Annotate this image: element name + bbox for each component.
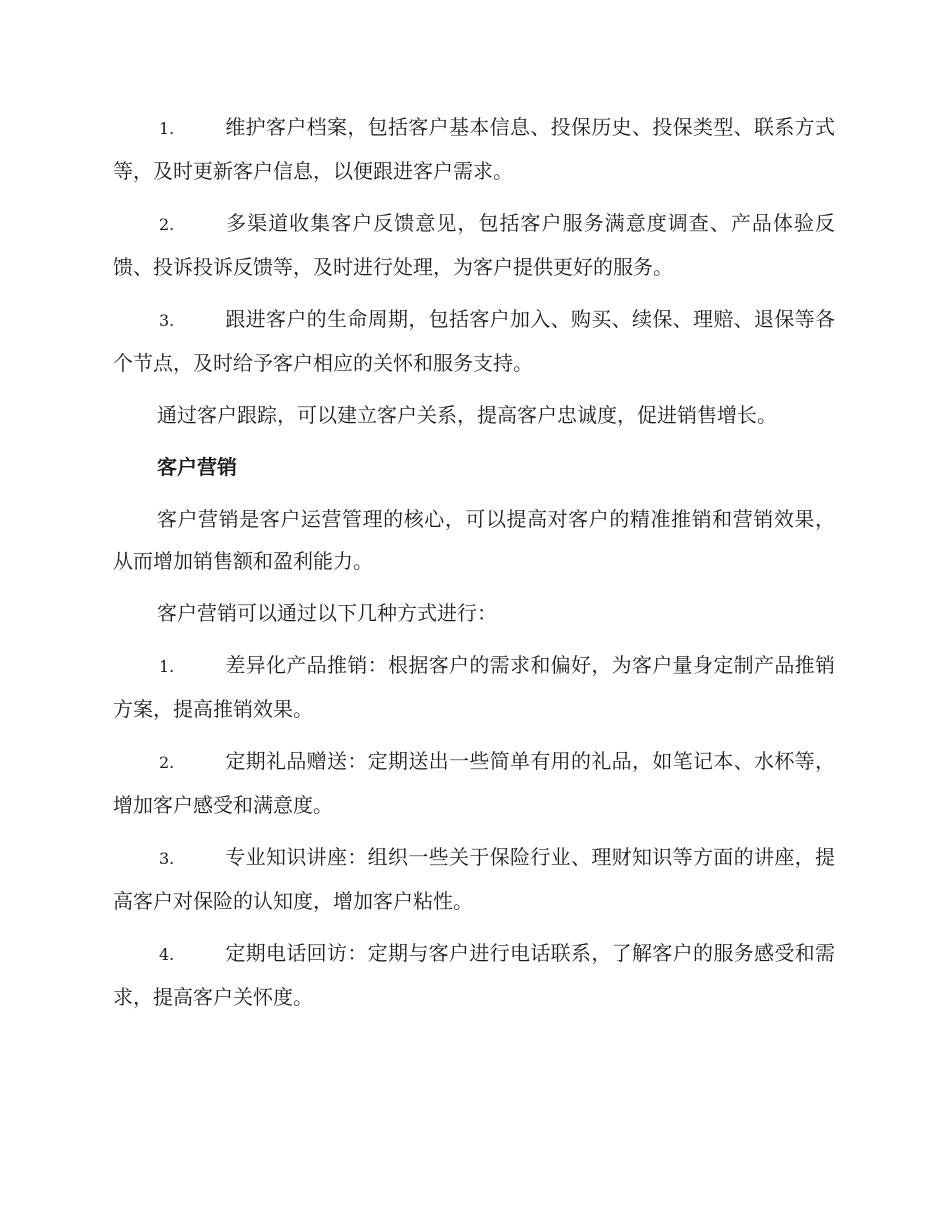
list-item	[113, 298, 835, 384]
list-text: 多渠道收集客户反馈意见，包括客户服务满意度调查、产品体验反馈、投诉投诉反馈等，及时进行处理，为客户提供更好的服务。	[113, 211, 835, 279]
intro-paragraph: 客户营销是客户运营管理的核心，可以提高对客户的精准推销和营销效果，从而增加销售额和盈利能力。	[113, 507, 835, 573]
document-page	[113, 106, 835, 1028]
list-text: 维护客户档案，包括客户基本信息、投保历史、投保类型、联系方式等，及时更新客户信息，以便跟进客户需求。	[113, 115, 835, 183]
lead-paragraph: 客户营销可以通过以下几种方式进行：	[157, 601, 497, 625]
list-item	[113, 836, 835, 922]
list-number: 1.	[159, 119, 175, 138]
list-number: 4.	[159, 945, 175, 964]
list-item	[113, 932, 835, 1018]
list-text: 差异化产品推销：根据客户的需求和偏好，为客户量身定制产品推销方案，提高推销效果。	[113, 653, 835, 721]
list-text: 定期礼品赠送：定期送出一些简单有用的礼品，如笔记本、水杯等，增加客户感受和满意度。	[113, 749, 835, 817]
list-number: 2.	[159, 753, 175, 772]
list-item	[113, 644, 835, 730]
list-item	[113, 106, 835, 192]
list-number: 3.	[159, 311, 175, 330]
list-number: 1.	[159, 657, 175, 676]
list-number: 2.	[159, 215, 175, 234]
list-text: 跟进客户的生命周期，包括客户加入、购买、续保、理赔、退保等各个节点，及时给予客户相应的关怀和服务支持。	[113, 307, 835, 375]
list-item	[113, 740, 835, 826]
list-number: 3.	[159, 849, 175, 868]
summary-paragraph: 通过客户跟踪，可以建立客户关系，提高客户忠诚度，促进销售增长。	[157, 403, 777, 427]
list-text: 专业知识讲座：组织一些关于保险行业、理财知识等方面的讲座，提高客户对保险的认知度，增加客户粘性。	[113, 845, 835, 913]
list-item	[113, 202, 835, 288]
section-heading: 客户营销	[157, 455, 237, 479]
list-text: 定期电话回访：定期与客户进行电话联系，了解客户的服务感受和需求，提高客户关怀度。	[113, 941, 835, 1009]
